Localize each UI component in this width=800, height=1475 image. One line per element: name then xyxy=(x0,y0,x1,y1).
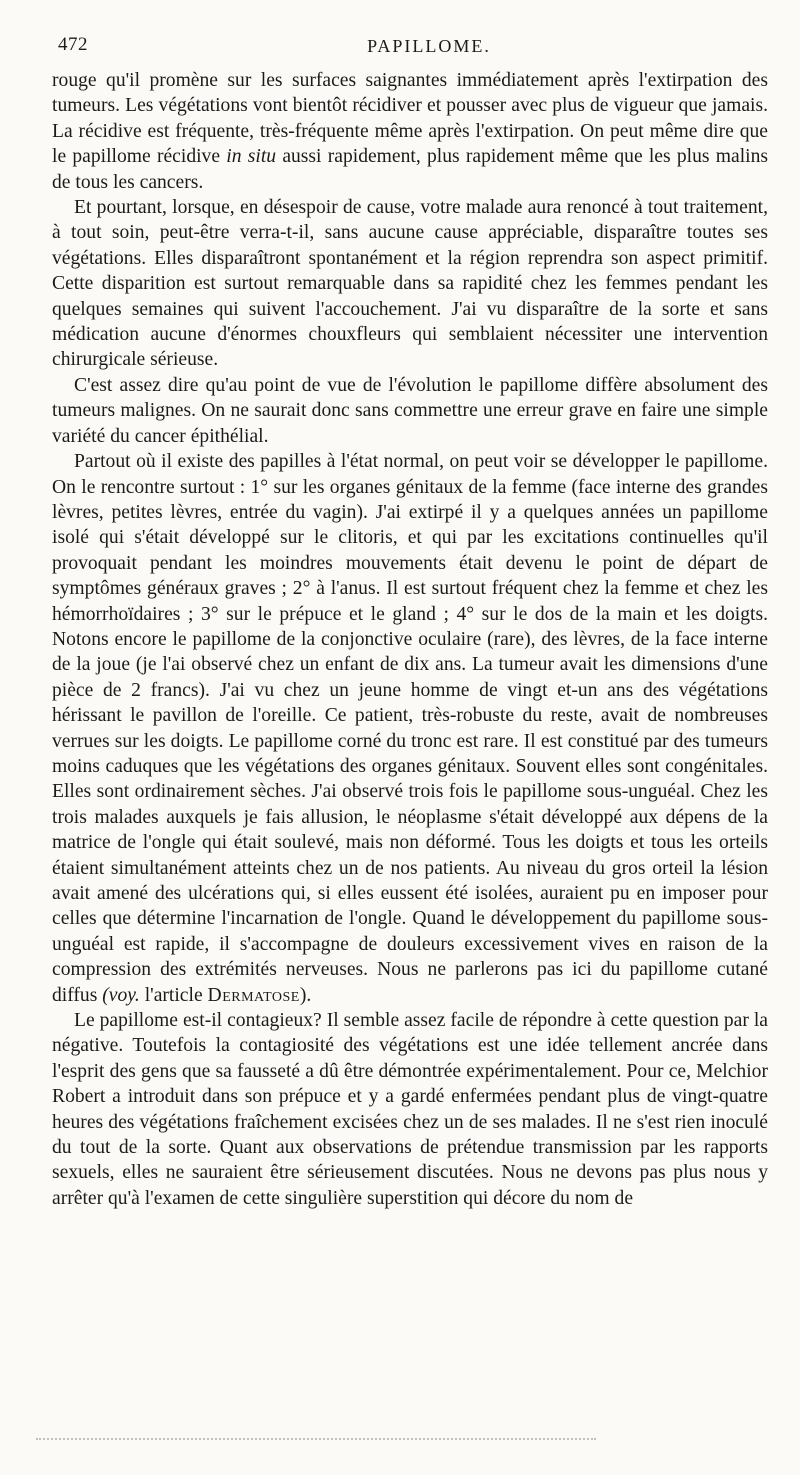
page-header xyxy=(58,34,780,64)
italic-term: in situ xyxy=(226,146,277,168)
footer-rule xyxy=(36,1438,596,1440)
running-title: PAPILLOME. xyxy=(367,36,491,56)
paragraph-text: aussi rapidement, plus rapidement même que les plus malins de tous les cancers. xyxy=(52,146,768,193)
paragraph: Le papillome est-il contagieux? Il semble assez facile de répondre à cette question par la négative. Toutefois la contagiosité des végétations est une idée tellement ancrée dans l'esprit des gens que sa fausseté a dû être démontrée expérimentalement. Pour ce, Melchior Robert a introduit dans son prépuce et y a gardé enfermées pendant plus de vingt-quatre heures des végétations fraîchement excisées chez un de ses malades. Il ne s'est rien inoculé du tout de la sorte. Quant aux observations de prétendue transmission par les rapports sexuels, elles ne sauraient être sérieusement discutées. Nous ne devons pas plus nous y arrêter qu'à l'examen de cette singulière superstition qui décore du nom de xyxy=(52,1010,768,1209)
italic-reference: (voy. xyxy=(102,984,140,1006)
paragraph: C'est assez dire qu'au point de vue de l'évolution le papillome diffère absolument des tumeurs malignes. On ne saurait donc sans commettre une erreur grave en faire une simple variété du cancer épithélial. xyxy=(52,374,768,447)
page-number: 472 xyxy=(58,34,88,55)
paragraph xyxy=(52,449,768,1008)
body-text xyxy=(52,68,768,1211)
cross-reference-article: Dermatose xyxy=(207,984,300,1006)
paragraph-text: Partout où il existe des papilles à l'état normal, on peut voir se développer le papillome. On le rencontre surtout : 1° sur les organes génitaux de la femme (face interne des grandes lèvres, petites lèvres, entrée du vagin). J'ai extirpé il y a quelques années un papillome isolé qui s'était développé sur le clitoris, et qui par les excitations continuelles qu'il provoquait pendant les moindres mouvements était devenu le point de départ de symptômes généraux graves ; 2° à l'anus. Il est surtout fréquent chez la femme et chez les hémorrhoïdaires ; 3° sur le prépuce et le gland ; 4° sur le dos de la main et les doigts. Notons encore le papillome de la conjonctive oculaire (rare), des lèvres, de la face interne de la joue (je l'ai observé chez un enfant de dix ans. La tumeur avait les dimensions d'une pièce de 2 francs). J'ai vu chez un jeune homme de vingt et-un ans des végétations hérissant le pavillon de l'oreille. Ce patient, très-robuste du reste, avait de nombreuses verrues sur les doigts. Le papillome corné du tronc est rare. Il est constitué par des tumeurs moins caduques que les végétations des organes génitaux. Souvent elles sont congénitales. Elles sont ordinairement sèches. J'ai observé trois fois le papillome sous-unguéal. Chez les trois malades auxquels je fais allusion, le néoplasme s'était développé aux dépens de la matrice de l'ongle qui était soulevé, mais non déformé. Tous les doigts et tous les orteils étaient simultanément atteints chez un de nos patients. Au niveau du gros orteil la lésion avait amené des ulcérations qui, si elles eussent été isolées, auraient pu en imposer pour celles que détermine l'incarnation de l'ongle. Quand le développement du papillome sous-unguéal est rapide, il s'accompagne de douleurs excessivement vives en raison de la compression des extrémités nerveuses. Nous ne parlerons pas ici du papillome cutané diffus xyxy=(52,451,768,1006)
paragraph-text: rouge qu'il promène sur les surfaces saignantes immédiatement après l'extirpation des tumeurs. Les végétations vont bientôt récidiver et pousser avec plus de vigueur que jamais. La récidive est fréquente, très-fréquente même après l'extirpation. On peut même dire que le papillome récidive xyxy=(52,70,768,168)
reference-text: l'article xyxy=(144,984,203,1006)
paragraph-continuation xyxy=(52,68,768,195)
reference-end: ). xyxy=(299,984,312,1006)
paragraph: Et pourtant, lorsque, en désespoir de cause, votre malade aura renoncé à tout traitement, à tout soin, peut-être verra-t-il, sans aucune cause appréciable, disparaître toutes ses végétations. Elles disparaîtront spontanément et la région reprendra son aspect primitif. Cette disparition est surtout remarquable dans sa rapidité chez les femmes pendant les quelques semaines qui suivent l'accouchement. J'ai vu disparaître de la sorte et sans médication aucune d'énormes chouxfleurs qui semblaient nécessiter une intervention chirurgicale sérieuse. xyxy=(52,197,768,371)
